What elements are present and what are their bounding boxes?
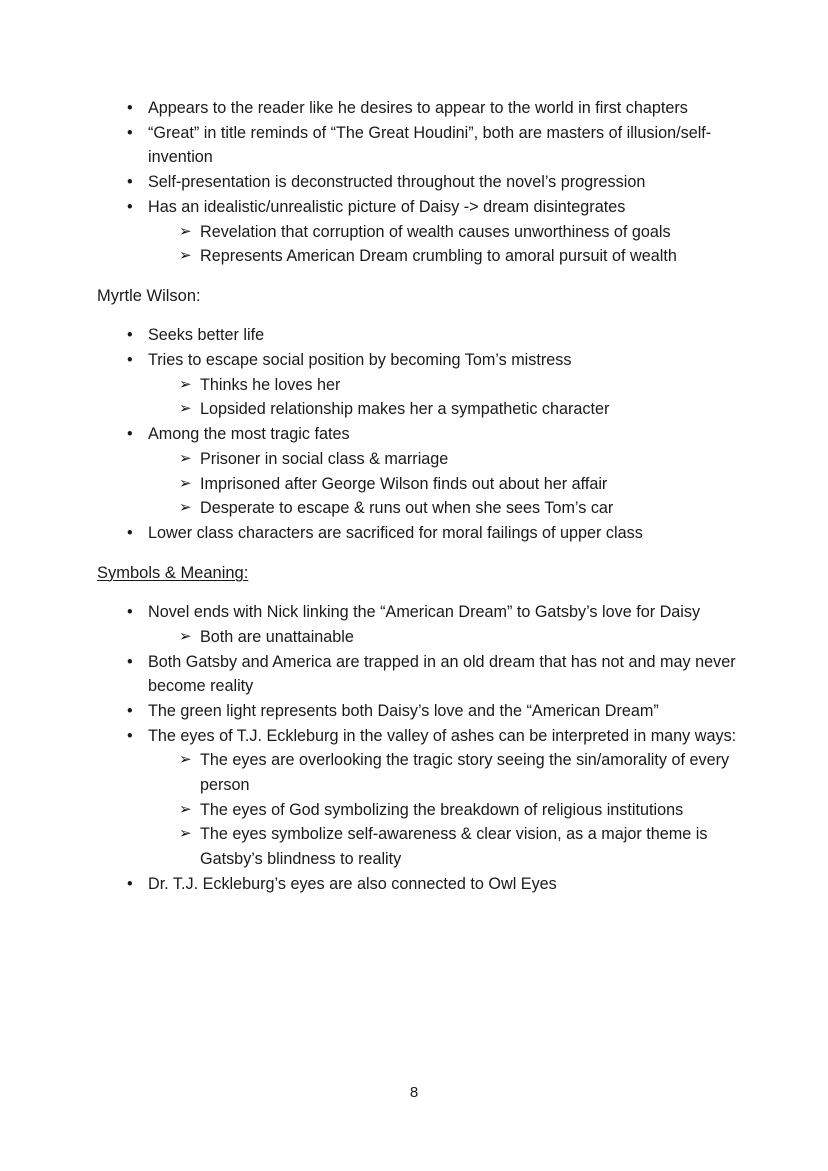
sub-list-item-text: Revelation that corruption of wealth causes unworthiness of goals bbox=[200, 222, 671, 241]
list-item bbox=[97, 422, 737, 521]
arrow-bullet-icon bbox=[179, 748, 192, 772]
list-item-text: Dr. T.J. Eckleburg’s eyes are also connected to Owl Eyes bbox=[148, 874, 557, 893]
list-item bbox=[97, 195, 737, 269]
bullet-icon bbox=[127, 699, 139, 724]
list-item bbox=[97, 650, 737, 699]
sub-list-item bbox=[148, 373, 737, 398]
list-item bbox=[97, 521, 737, 546]
sub-list-item bbox=[148, 822, 737, 871]
sub-list-item-text: Represents American Dream crumbling to amoral pursuit of wealth bbox=[200, 247, 677, 266]
list-item bbox=[97, 724, 737, 872]
sub-list-item bbox=[148, 625, 737, 650]
arrow-bullet-icon bbox=[179, 798, 192, 822]
bullet-icon bbox=[127, 650, 139, 675]
bullet-icon bbox=[127, 96, 139, 121]
page-number: 8 bbox=[409, 1084, 419, 1101]
bullet-icon bbox=[127, 195, 139, 220]
arrow-bullet-icon bbox=[179, 373, 192, 397]
list-item-text: Among the most tragic fates bbox=[148, 425, 350, 444]
arrow-bullet-icon bbox=[179, 496, 192, 520]
document-body bbox=[97, 96, 737, 897]
section-heading: Symbols & Meaning: bbox=[97, 563, 249, 582]
bullet-icon bbox=[127, 121, 139, 146]
list-item-text: Novel ends with Nick linking the “American Dream” to Gatsby’s love for Daisy bbox=[148, 603, 701, 622]
list-item-text: “Great” in title reminds of “The Great Houdini”, both are masters of illusion/self-invention bbox=[148, 123, 712, 167]
bullet-icon bbox=[127, 323, 139, 348]
sub-list-item bbox=[148, 798, 737, 823]
list-item-text: Seeks better life bbox=[148, 326, 265, 345]
arrow-bullet-icon bbox=[179, 397, 192, 421]
bullet-icon bbox=[127, 170, 139, 195]
list-item bbox=[97, 600, 737, 649]
list-item bbox=[97, 121, 737, 170]
bullet-list bbox=[97, 600, 737, 896]
bullet-list bbox=[97, 96, 737, 269]
sub-list-item bbox=[148, 397, 737, 422]
sub-list-item bbox=[148, 244, 737, 269]
sub-bullet-list bbox=[148, 373, 737, 422]
sub-list-item-text: Lopsided relationship makes her a sympathetic character bbox=[200, 400, 610, 419]
bullet-list bbox=[97, 323, 737, 545]
sub-list-item-text: Both are unattainable bbox=[200, 627, 354, 646]
list-item-text: Tries to escape social position by becoming Tom’s mistress bbox=[148, 351, 572, 370]
bullet-icon bbox=[127, 348, 139, 373]
arrow-bullet-icon bbox=[179, 822, 192, 846]
list-item bbox=[97, 96, 737, 121]
arrow-bullet-icon bbox=[179, 447, 192, 471]
bullet-icon bbox=[127, 872, 139, 897]
list-item bbox=[97, 348, 737, 422]
arrow-bullet-icon bbox=[179, 472, 192, 496]
arrow-bullet-icon bbox=[179, 244, 192, 268]
sub-bullet-list bbox=[148, 748, 737, 872]
bullet-icon bbox=[127, 422, 139, 447]
list-item bbox=[97, 170, 737, 195]
sub-list-item-text: The eyes are overlooking the tragic story seeing the sin/amorality of every person bbox=[200, 751, 730, 795]
list-item-text: The green light represents both Daisy’s love and the “American Dream” bbox=[148, 701, 659, 720]
bullet-icon bbox=[127, 521, 139, 546]
bullet-icon bbox=[127, 600, 139, 625]
bullet-icon bbox=[127, 724, 139, 749]
arrow-bullet-icon bbox=[179, 220, 192, 244]
list-item-text: The eyes of T.J. Eckleburg in the valley of ashes can be interpreted in many ways: bbox=[148, 726, 737, 745]
sub-list-item bbox=[148, 220, 737, 245]
sub-bullet-list bbox=[148, 220, 737, 269]
list-item bbox=[97, 699, 737, 724]
sub-list-item bbox=[148, 496, 737, 521]
sub-bullet-list bbox=[148, 447, 737, 521]
arrow-bullet-icon bbox=[179, 625, 192, 649]
sub-list-item bbox=[148, 748, 737, 797]
sub-list-item-text: Thinks he loves her bbox=[200, 375, 341, 394]
sub-list-item bbox=[148, 472, 737, 497]
list-item-text: Has an idealistic/unrealistic picture of Daisy -> dream disintegrates bbox=[148, 197, 626, 216]
sub-list-item bbox=[148, 447, 737, 472]
sub-bullet-list bbox=[148, 625, 737, 650]
sub-list-item-text: Prisoner in social class & marriage bbox=[200, 449, 449, 468]
section-heading: Myrtle Wilson: bbox=[97, 286, 201, 305]
list-item-text: Both Gatsby and America are trapped in an old dream that has not and may never become reality bbox=[148, 652, 736, 696]
list-item-text: Self-presentation is deconstructed throughout the novel’s progression bbox=[148, 173, 646, 192]
sub-list-item-text: Desperate to escape & runs out when she sees Tom’s car bbox=[200, 499, 614, 518]
list-item bbox=[97, 323, 737, 348]
sub-list-item-text: The eyes symbolize self-awareness & clear vision, as a major theme is Gatsby’s blindness to reality bbox=[200, 825, 708, 869]
list-item-text: Appears to the reader like he desires to appear to the world in first chapters bbox=[148, 99, 688, 117]
list-item-text: Lower class characters are sacrificed for moral failings of upper class bbox=[148, 523, 643, 542]
list-item bbox=[97, 872, 737, 897]
sub-list-item-text: Imprisoned after George Wilson finds out about her affair bbox=[200, 474, 608, 493]
sub-list-item-text: The eyes of God symbolizing the breakdown of religious institutions bbox=[200, 800, 684, 819]
